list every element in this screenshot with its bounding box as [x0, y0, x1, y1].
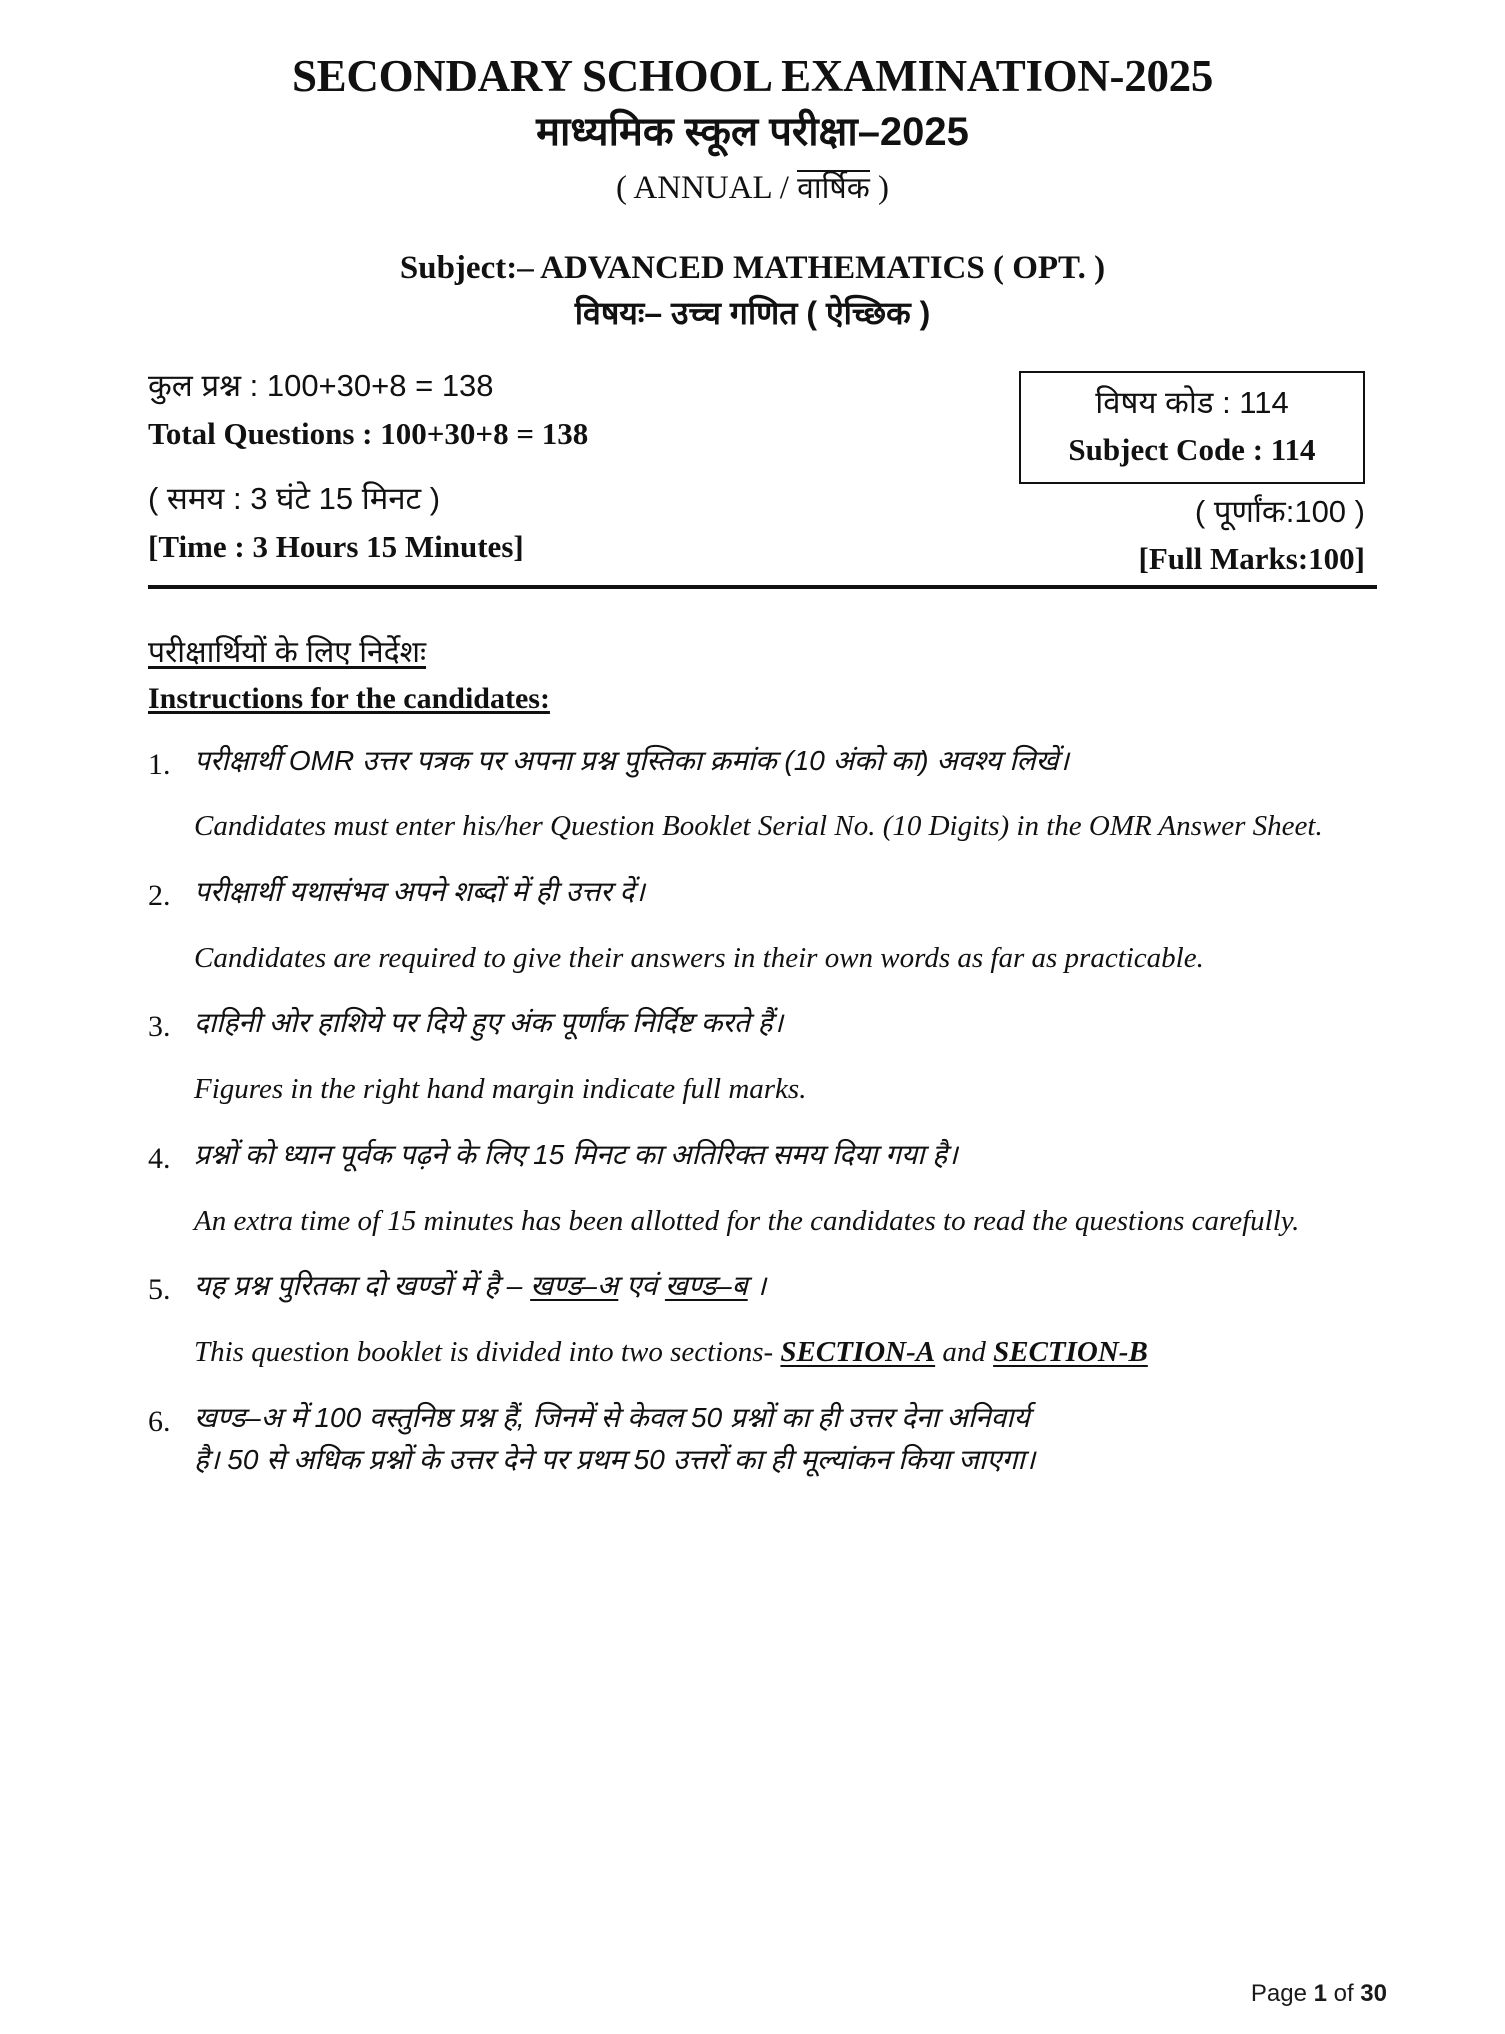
- instruction-body: [194, 1002, 1387, 1111]
- footer-current-page: 1: [1313, 1980, 1327, 2007]
- instruction-item: [148, 1134, 1387, 1243]
- section-a-label-english: SECTION-A: [780, 1336, 936, 1368]
- time-allowed-english: [Time : 3 Hours 15 Minutes]: [148, 528, 524, 564]
- subject-code-english: Subject Code : 114: [1068, 431, 1316, 467]
- instruction-english-prefix: This question booklet is divided into two sections-: [194, 1336, 781, 1368]
- instruction-hindi-prefix: यह प्रश्न पुरितका दो खण्डों में है –: [194, 1270, 531, 1302]
- exam-type-paren-open: (: [615, 169, 634, 206]
- full-marks-block: [1139, 493, 1365, 580]
- instructions-heading-hindi: परीक्षार्थियों के लिए निर्देशः: [148, 635, 427, 669]
- instruction-number: 3.: [148, 1010, 171, 1044]
- instruction-hindi-middle: एवं: [618, 1270, 665, 1302]
- instruction-number: 2.: [148, 879, 171, 912]
- instruction-text-english: An extra time of 15 minutes has been allotted for the candidates to read the questions carefully.: [194, 1204, 1300, 1237]
- exam-title-hindi: माध्यमिक स्कूल परीक्षा–2025: [536, 109, 969, 154]
- instruction-number: 6.: [148, 1404, 171, 1438]
- subject-hindi: विषयः– उच्च गणित ( ऐच्छिक ): [574, 295, 931, 332]
- instruction-item: [148, 1397, 1387, 1482]
- instruction-text-hindi-line2: है। 50 से अधिक प्रश्नों के उत्तर देने पर प्रथम 50 उत्तरों का ही मूल्यांकन किया जाएगा।: [194, 1444, 1036, 1476]
- instruction-item: [148, 1265, 1387, 1374]
- instruction-number: 4.: [148, 1141, 171, 1175]
- instruction-number: 5.: [148, 1273, 171, 1307]
- instruction-text-english: Candidates must enter his/her Question Booklet Serial No. (10 Digits) in the OMR Answer Sheet.: [194, 810, 1323, 843]
- instructions-heading-english: Instructions for the candidates:: [148, 681, 550, 715]
- page-footer: [1251, 1980, 1387, 2008]
- instruction-text-hindi: प्रश्नों को ध्यान पूर्वक पढ़ने के लिए 15 मिनट का अतिरिक्त समय दिया गया है।: [194, 1138, 958, 1170]
- instruction-body: [194, 871, 1387, 980]
- instruction-body: [194, 740, 1387, 849]
- instruction-text-hindi: परीक्षार्थी OMR उत्तर पत्रक पर अपना प्रश्न पुस्तिका क्रमांक (10 अंको का) अवश्य लिखें।: [194, 744, 1070, 776]
- section-b-label-english: SECTION-B: [993, 1336, 1148, 1368]
- exam-type-separator: /: [771, 169, 798, 206]
- exam-meta-left: [148, 367, 848, 567]
- exam-type-paren-close: ): [869, 169, 890, 206]
- exam-type-hindi: वार्षिक: [797, 171, 870, 205]
- instruction-item: [148, 740, 1387, 849]
- instruction-number: 1.: [148, 747, 171, 781]
- instruction-text-hindi: परीक्षार्थी यथासंभव अपने शब्दों में ही उत्तर दें।: [194, 876, 645, 907]
- full-marks-english: [Full Marks:100]: [1138, 541, 1365, 577]
- subject-code-box: [1019, 371, 1365, 485]
- exam-type-english: ANNUAL: [633, 169, 772, 206]
- exam-meta-block: [118, 367, 1387, 579]
- subject-english: Subject:– ADVANCED MATHEMATICS ( OPT. ): [399, 250, 1106, 287]
- exam-type: [118, 169, 1387, 209]
- instructions-section: [118, 633, 1387, 1483]
- header-divider: [148, 585, 1377, 589]
- footer-prefix: Page: [1250, 1980, 1314, 2007]
- instruction-hindi-suffix: ।: [747, 1270, 767, 1302]
- subject-code-hindi: विषय कोड : 114: [1095, 384, 1289, 420]
- instruction-english-middle: and: [935, 1336, 994, 1368]
- instruction-body: [194, 1134, 1387, 1243]
- full-marks-hindi: ( पूर्णांक:100 ): [1194, 493, 1365, 529]
- instruction-item: [148, 871, 1387, 980]
- instruction-text-english: [194, 1330, 1387, 1375]
- instruction-text-hindi: [194, 1265, 1387, 1308]
- time-allowed-hindi: ( समय : 3 घंटे 15 मिनट ): [148, 481, 441, 517]
- footer-middle: of: [1326, 1980, 1361, 2007]
- instruction-text-hindi-line1: खण्ड–अ में 100 वस्तुनिष्ठ प्रश्न हैं, जिनमें से केवल 50 प्रश्नों का ही उत्तर देना अनिवार्य: [194, 1401, 1030, 1433]
- instruction-text-english: Figures in the right hand margin indicate full marks.: [194, 1073, 807, 1106]
- instruction-item: [148, 1002, 1387, 1111]
- instruction-text-english: Candidates are required to give their answers in their own words as far as practicable.: [194, 941, 1204, 974]
- footer-total-pages: 30: [1360, 1980, 1387, 2007]
- instruction-body: [194, 1397, 1387, 1482]
- section-b-label-hindi: खण्ड–ब: [664, 1270, 748, 1302]
- section-a-label-hindi: खण्ड–अ: [530, 1270, 619, 1302]
- total-questions-hindi: कुल प्रश्न : 100+30+8 = 138: [148, 367, 494, 403]
- total-questions-english: Total Questions : 100+30+8 = 138: [148, 416, 589, 452]
- instruction-body: [194, 1265, 1387, 1374]
- exam-title-english: SECONDARY SCHOOL EXAMINATION-2025: [291, 51, 1214, 101]
- instruction-text-hindi: दाहिनी ओर हाशिये पर दिये हुए अंक पूर्णांक निर्दिष्ट करते हैं।: [194, 1007, 784, 1039]
